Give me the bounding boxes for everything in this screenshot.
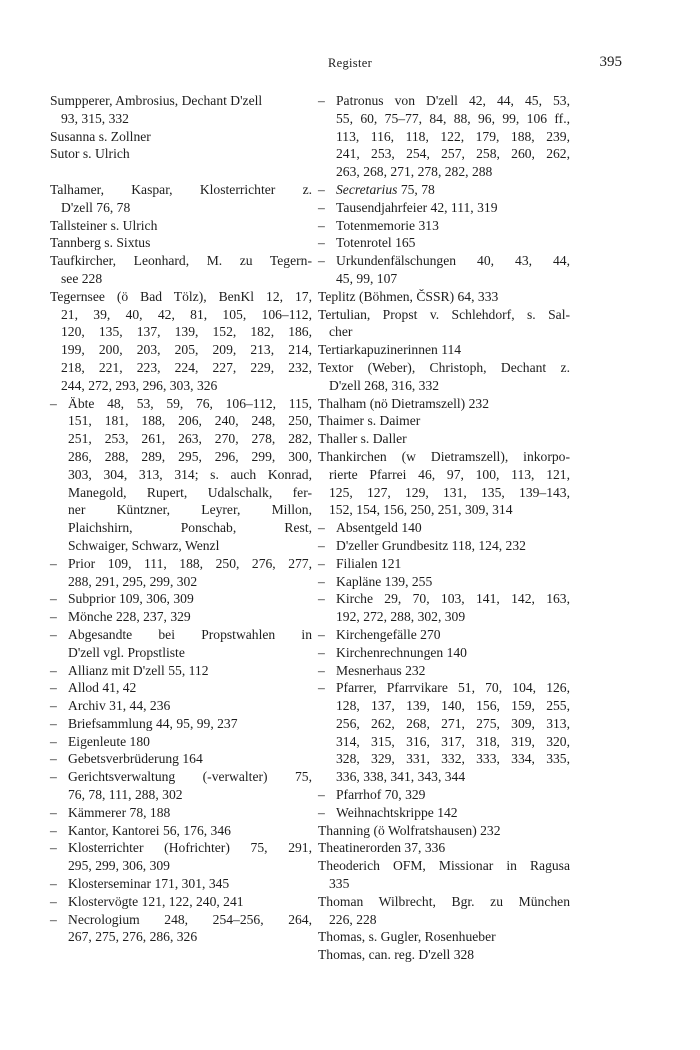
index-line: – Allod 41, 42 (50, 680, 137, 696)
index-line: Talhamer, Kaspar, Klosterrichter z. (50, 181, 312, 197)
index-line: Plaichshirn, Ponschab, Rest, (68, 520, 312, 536)
index-line: – Abgesandte bei Propstwahlen in (50, 626, 312, 642)
index-line: Tegernsee (ö Bad Tölz), BenKl 12, 17, (50, 288, 312, 304)
index-entry (50, 181, 312, 217)
index-line: D'zell vgl. Propstliste (68, 644, 185, 660)
index-subentry (50, 555, 312, 591)
index-line: Tannberg s. Sixtus (50, 235, 151, 251)
index-line: – D'zeller Grundbesitz 118, 124, 232 (318, 537, 526, 553)
index-line: – Allianz mit D'zell 55, 112 (50, 662, 209, 678)
index-entry (318, 946, 570, 964)
index-line: – Kirchengefälle 270 (318, 626, 441, 642)
index-line: 76, 78, 111, 288, 302 (68, 787, 183, 803)
index-line: – Kantor, Kantorei 56, 176, 346 (50, 822, 231, 838)
index-subentry (318, 662, 570, 680)
index-line: Thomas, s. Gugler, Rosenhueber (318, 929, 496, 945)
index-line: 267, 275, 276, 286, 326 (68, 929, 198, 945)
index-line: 295, 299, 306, 309 (68, 858, 170, 874)
index-line: – Klostervögte 121, 122, 240, 241 (50, 893, 244, 909)
index-line: Schwaiger, Schwarz, Wenzl (68, 537, 220, 553)
index-entry (318, 839, 570, 857)
index-line: 251, 253, 261, 263, 270, 278, 282, (68, 431, 312, 447)
index-line: 45, 99, 107 (336, 270, 398, 286)
index-line: 125, 127, 129, 131, 135, 139–143, (329, 484, 570, 500)
index-line: – Kirchenrechnungen 140 (318, 644, 467, 660)
index-subentry (50, 733, 312, 751)
index-entry (318, 928, 570, 946)
index-subentry (50, 608, 312, 626)
index-line: Teplitz (Böhmen, ČSSR) 64, 333 (318, 288, 499, 304)
index-line: 128, 137, 139, 140, 156, 159, 255, (336, 698, 570, 714)
index-subentry (318, 181, 570, 199)
index-line: Thaller s. Daller (318, 431, 407, 447)
index-line: – Pfarrer, Pfarrvikare 51, 70, 104, 126, (318, 680, 570, 696)
index-subentry (318, 252, 570, 288)
index-line: – Subprior 109, 306, 309 (50, 591, 194, 607)
index-subentry (50, 626, 312, 662)
index-entry (50, 145, 312, 163)
header-title: Register (327, 56, 373, 70)
index-line: Susanna s. Zollner (50, 128, 151, 144)
index-subentry (50, 590, 312, 608)
index-subentry (50, 750, 312, 768)
index-line: 113, 116, 118, 122, 179, 188, 239, (336, 128, 570, 144)
index-subentry (318, 92, 570, 181)
index-subentry (50, 768, 312, 804)
index-line: – Secretarius 75, 78 (318, 181, 435, 197)
index-subentry (318, 590, 570, 626)
index-subentry (50, 839, 312, 875)
index-subentry (318, 626, 570, 644)
index-line: – Mesnerhaus 232 (318, 662, 426, 678)
index-subentry (318, 519, 570, 537)
index-line: cher (329, 324, 353, 340)
index-line: 55, 60, 75–77, 84, 88, 96, 99, 106 ff., (336, 110, 570, 126)
index-line: Theoderich OFM, Missionar in Ragusa (318, 858, 570, 874)
index-line: – Absentgeld 140 (318, 520, 422, 536)
index-line: Thankirchen (w Dietramszell), inkorpo- (318, 448, 570, 464)
index-line: – Klosterseminar 171, 301, 345 (50, 876, 230, 892)
index-line: 226, 228 (329, 911, 377, 927)
index-line: 256, 262, 268, 271, 275, 309, 313, (336, 715, 570, 731)
index-line: ner Küntzner, Leyrer, Millon, (68, 502, 312, 518)
index-subentry (318, 217, 570, 235)
index-line: 120, 135, 137, 139, 152, 182, 186, (61, 324, 312, 340)
italic-term: Secretarius (336, 181, 398, 197)
index-line: Textor (Weber), Christoph, Dechant z. (318, 359, 570, 375)
index-entry (318, 893, 570, 929)
index-line: 241, 253, 254, 257, 258, 260, 262, (336, 146, 570, 162)
index-entry (50, 92, 312, 128)
index-line: – Totenmemorie 313 (318, 217, 439, 233)
index-subentry (50, 804, 312, 822)
index-subentry (318, 573, 570, 591)
index-line: Thanning (ö Wolfratshausen) 232 (318, 822, 501, 838)
index-subentry (50, 911, 312, 947)
index-line: 152, 154, 156, 250, 251, 309, 314 (329, 502, 513, 518)
index-column-left (50, 92, 312, 946)
index-line: 286, 288, 289, 295, 296, 299, 300, (68, 448, 312, 464)
index-line: Thaimer s. Daimer (318, 413, 421, 429)
index-line: see 228 (61, 270, 103, 286)
index-subentry (318, 644, 570, 662)
index-entry (318, 448, 570, 519)
index-line: Taufkircher, Leonhard, M. zu Tegern- (50, 253, 312, 269)
index-line: 199, 200, 203, 205, 209, 213, 214, (61, 342, 312, 358)
index-entry (50, 252, 312, 288)
index-entry (50, 288, 312, 395)
index-line: 21, 39, 40, 42, 81, 105, 106–112, (61, 306, 312, 322)
index-subentry (318, 786, 570, 804)
index-entry (318, 341, 570, 359)
index-line: 263, 268, 271, 278, 282, 288 (336, 164, 493, 180)
index-line: – Pfarrhof 70, 329 (318, 787, 426, 803)
index-line: 288, 291, 295, 299, 302 (68, 573, 198, 589)
index-line: Manegold, Rupert, Udalschalk, fer- (68, 484, 312, 500)
running-header (50, 54, 650, 74)
index-line: 93, 315, 332 (61, 110, 129, 126)
index-line: 303, 304, 313, 314; s. auch Konrad, (68, 466, 312, 482)
index-subentry (50, 715, 312, 733)
index-line: Sumpperer, Ambrosius, Dechant D'zell (50, 93, 263, 108)
index-subentry (318, 537, 570, 555)
index-line: Tertiarkapuzinerinnen 114 (318, 342, 462, 358)
index-line: – Kämmerer 78, 188 (50, 804, 171, 820)
index-subentry (318, 234, 570, 252)
index-line: 328, 329, 331, 332, 333, 334, 335, (336, 751, 570, 767)
index-line: – Totenrotel 165 (318, 235, 416, 251)
index-line: – Kapläne 139, 255 (318, 573, 433, 589)
page-number: 395 (599, 54, 622, 70)
index-line: – Filialen 121 (318, 555, 402, 571)
index-subentry (50, 679, 312, 697)
index-line: – Gebetsverbrüderung 164 (50, 751, 203, 767)
index-subentry (50, 822, 312, 840)
index-line: – Klosterrichter (Hofrichter) 75, 291, (50, 840, 312, 856)
index-entry (318, 395, 570, 413)
index-entry (318, 857, 570, 893)
index-entry (50, 234, 312, 252)
index-line: – Necrologium 248, 254–256, 264, (50, 911, 312, 927)
index-line: 192, 272, 288, 302, 309 (336, 609, 466, 625)
index-line: 218, 221, 223, 224, 227, 229, 232, (61, 359, 312, 375)
index-line: D'zell 268, 316, 332 (329, 377, 440, 393)
index-entry (318, 412, 570, 430)
index-line: Thoman Wilbrecht, Bgr. zu München (318, 893, 570, 909)
index-line: – Weihnachtskrippe 142 (318, 804, 458, 820)
index-entry (318, 430, 570, 448)
index-subentry (50, 875, 312, 893)
index-subentry (318, 555, 570, 573)
index-line: – Äbte 48, 53, 59, 76, 106–112, 115, (50, 395, 312, 411)
index-line: rierte Pfarrei 46, 97, 100, 113, 121, (329, 466, 570, 482)
index-line: – Mönche 228, 237, 329 (50, 609, 191, 625)
index-line: – Kirche 29, 70, 103, 141, 142, 163, (318, 591, 570, 607)
index-line: – Gerichtsverwaltung (-verwalter) 75, (50, 769, 312, 785)
index-line: Tallsteiner s. Ulrich (50, 217, 158, 233)
index-line: – Prior 109, 111, 188, 250, 276, 277, (50, 555, 312, 571)
index-line: Thalham (nö Dietramszell) 232 (318, 395, 489, 411)
index-line: Tertulian, Propst v. Schlehdorf, s. Sal- (318, 306, 570, 322)
index-line: 336, 338, 341, 343, 344 (336, 769, 466, 785)
index-line: – Tausendjahrfeier 42, 111, 319 (318, 199, 498, 215)
index-subentry (318, 679, 570, 786)
index-entry (318, 822, 570, 840)
index-subentry (50, 395, 312, 555)
index-entry (50, 217, 312, 235)
index-line: – Eigenleute 180 (50, 733, 150, 749)
index-subentry (318, 199, 570, 217)
index-entry (50, 128, 312, 146)
index-line: D'zell 76, 78 (61, 199, 131, 215)
index-line: Sutor s. Ulrich (50, 146, 130, 162)
index-line: 244, 272, 293, 296, 303, 326 (61, 377, 218, 393)
index-entry (318, 359, 570, 395)
index-entry (318, 306, 570, 342)
index-line: 314, 315, 316, 317, 318, 319, 320, (336, 733, 570, 749)
index-line: – Archiv 31, 44, 236 (50, 698, 171, 714)
index-line: Thomas, can. reg. D'zell 328 (318, 947, 475, 963)
index-line: 335 (329, 876, 350, 892)
index-line: – Briefsammlung 44, 95, 99, 237 (50, 715, 238, 731)
index-line: – Patronus von D'zell 42, 44, 45, 53, (318, 93, 570, 108)
index-line: 151, 181, 188, 206, 240, 248, 250, (68, 413, 312, 429)
index-subentry (50, 697, 312, 715)
section-gap (50, 163, 312, 181)
index-subentry (318, 804, 570, 822)
index-line: – Urkundenfälschungen 40, 43, 44, (318, 253, 570, 269)
index-subentry (50, 893, 312, 911)
index-entry (318, 288, 570, 306)
index-line: Theatinerorden 37, 336 (318, 840, 446, 856)
index-subentry (50, 662, 312, 680)
index-column-right (318, 92, 570, 964)
